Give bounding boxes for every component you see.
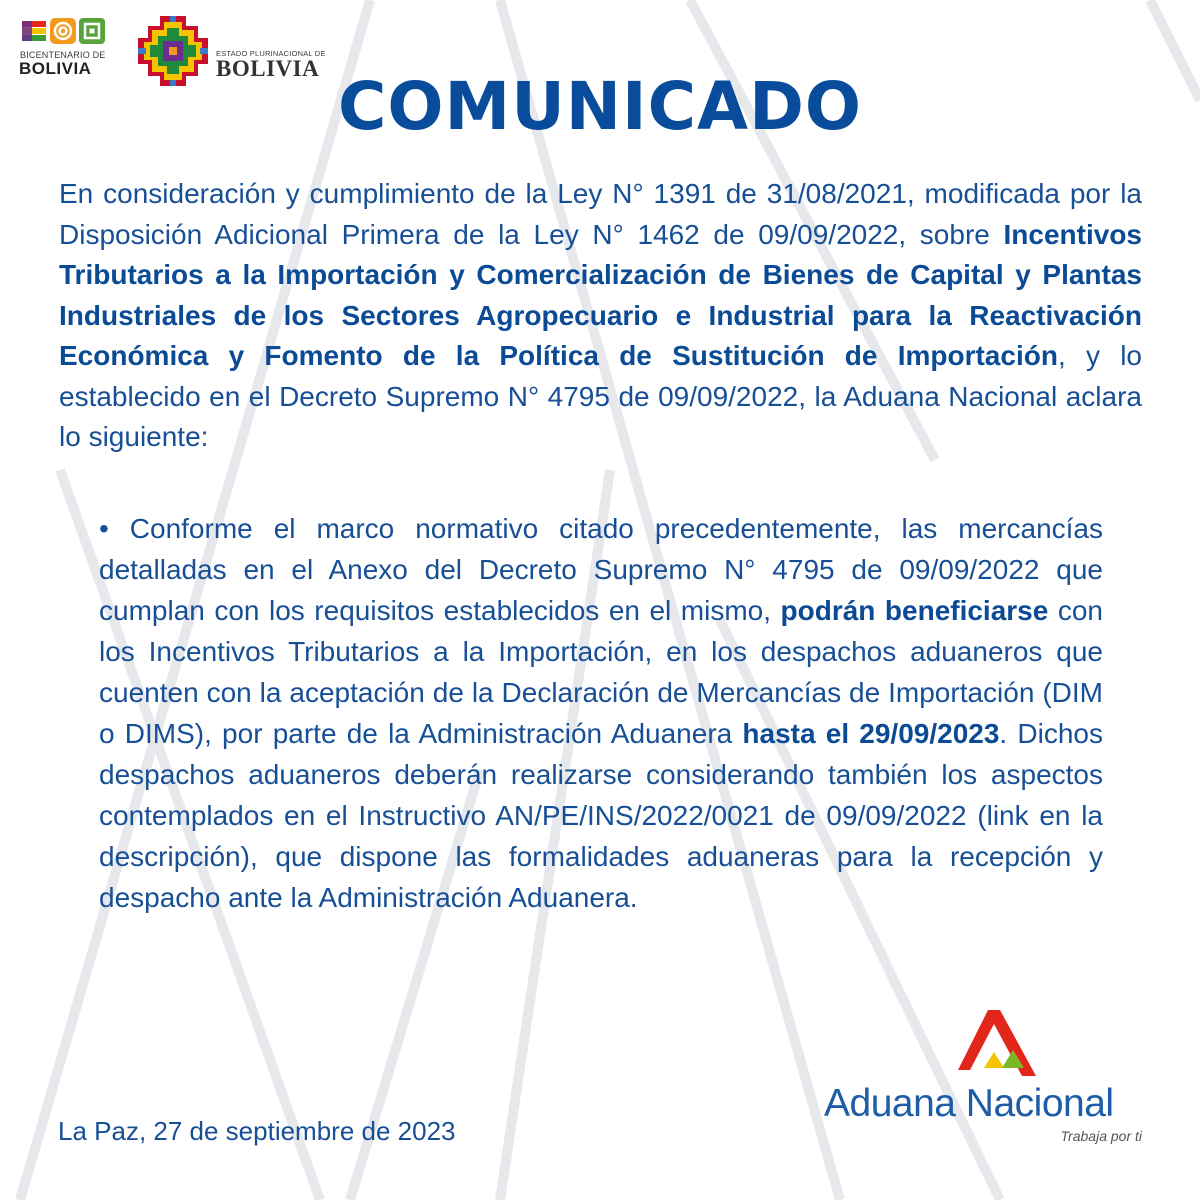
bullet-text-middle: con los Incentivos Tributarios a la Importación, en los despachos aduaneros que cuenten con la aceptación de la Declaración de Mercancías de Importación (DIM o DIMS), por parte de la Administración Aduanera — [99, 595, 1103, 749]
bicentenario-spiral-icon — [50, 18, 76, 44]
bicentenario-flag-icon — [21, 18, 47, 44]
date-line: La Paz, 27 de septiembre de 2023 — [58, 1116, 456, 1146]
intro-text-start: En consideración y cumplimiento de la Ley N° 1391 de 31/08/2021, modificada por la Disposición Adicional Primera de la Ley N° 1462 de 09/09/2022, sobre — [59, 178, 1142, 250]
bullet-text-end: . Dichos despachos aduaneros deberán realizarse considerando también los aspectos contemplados en el Instructivo AN/PE/INS/2022/0021 de 09/09/2022 (link en la descripción), que dispone las formalidades aduaneras para la recepción y despacho ante la Administración Aduanera. — [99, 718, 1103, 913]
aduana-slogan: Trabaja por ti — [1060, 1128, 1142, 1144]
bicentenario-caption: BICENTENARIO DE — [20, 50, 106, 60]
bicentenario-wordmark: BOLIVIA — [19, 59, 92, 78]
bullet-bold-benefit: podrán beneficiarse — [780, 595, 1049, 626]
estado-caption: ESTADO PLURINACIONAL DE — [216, 49, 326, 58]
bullet-bold-deadline: hasta el 29/09/2023 — [742, 718, 1000, 749]
intro-paragraph — [59, 174, 1142, 458]
bullet-text-start: • Conforme el marco normativo citado precedentemente, las mercancías detalladas en el Anexo del Decreto Supremo N° 4795 de 09/09/2022 que cumplan con los requisitos establecidos en el mismo, — [99, 513, 1103, 626]
estado-wordmark: BOLIVIA — [216, 56, 320, 81]
aduana-nacional-logo — [820, 1008, 1150, 1148]
bicentenario-pattern-icon — [79, 18, 105, 44]
intro-text-end: , y lo establecido en el Decreto Supremo N° 4795 de 09/09/2022, la Aduana Nacional aclara lo siguiente: — [59, 340, 1143, 452]
bullet-paragraph — [99, 508, 1103, 918]
aduana-wordmark: Aduana Nacional — [824, 1082, 1114, 1125]
page-title: COMUNICADO — [337, 68, 862, 145]
aduana-mountain-icon — [950, 1008, 1046, 1080]
intro-bold-law-title: Incentivos Tributarios a la Importación y Comercialización de Bienes de Capital y Plantas Industriales de los Sectores Agropecuario e Industrial para la Reactivación Económica y Fomento de la Política de Sustitución de Importación — [59, 218, 1142, 371]
